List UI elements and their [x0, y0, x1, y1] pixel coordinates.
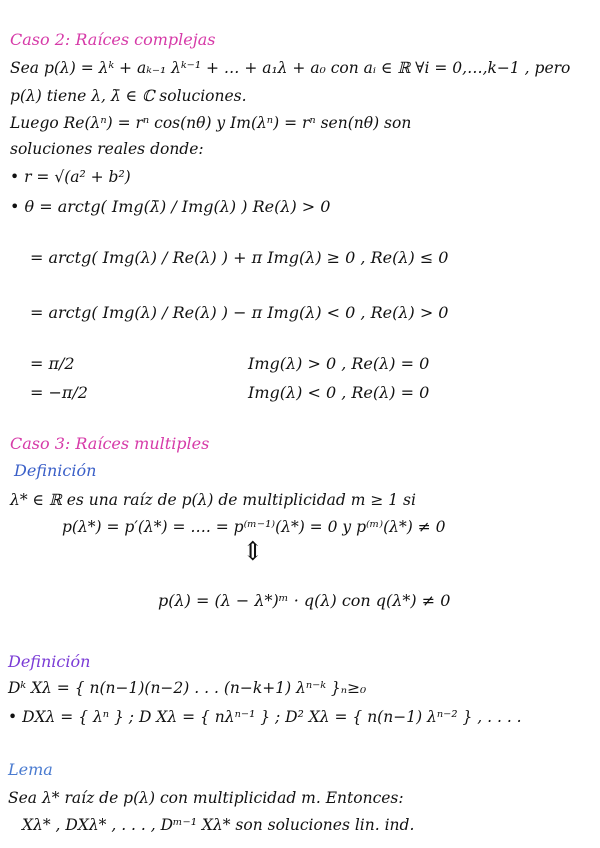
r-formula: • r = √(a² + b²) — [10, 168, 131, 186]
caso3-definition-label: Definición — [14, 461, 97, 480]
theta-cond-5: Img(λ) < 0 , Re(λ) = 0 — [248, 383, 430, 402]
theta-cond-4: Img(λ) > 0 , Re(λ) = 0 — [248, 354, 430, 373]
lema-line-2: Xλ* , DXλ* , . . . , Dᵐ⁻¹ Xλ* son soluciones lin. ind. — [22, 816, 415, 834]
definition2-label: Definición — [8, 652, 91, 671]
theta-case-4: = π/2 — [30, 354, 75, 373]
caso3-heading: Caso 3: Raíces multiples — [10, 434, 210, 453]
caso2-line-2: p(λ) tiene λ, λ̄ ∈ ℂ soluciones. — [10, 87, 247, 105]
lema-label: Lema — [8, 760, 53, 779]
theta-case-1: • θ = arctg( Img(λ̄) / Img(λ) ) Re(λ) > 0 — [10, 197, 331, 216]
caso3-def-line-1: λ* ∈ ℝ es una raíz de p(λ) de multiplicidad m ≥ 1 si — [10, 491, 416, 509]
caso3-def-line-3: p(λ) = (λ − λ*)ᵐ · q(λ) con q(λ*) ≠ 0 — [158, 591, 451, 610]
lema-line-1: Sea λ* raíz de p(λ) con multiplicidad m. Entonces: — [8, 789, 404, 807]
theta-case-2: = arctg( Img(λ) / Re(λ) ) + π Img(λ) ≥ 0 , Re(λ) ≤ 0 — [30, 248, 449, 267]
caso2-heading: Caso 2: Raíces complejas — [10, 30, 216, 49]
caso3-def-line-2: p(λ*) = p′(λ*) = …. = p⁽ᵐ⁻¹⁾(λ*) = 0 y p⁽ᵐ⁾(λ*) ≠ 0 — [62, 518, 446, 536]
caso2-line-3: Luego Re(λⁿ) = rⁿ cos(nθ) y Im(λⁿ) = rⁿ sen(nθ) son — [10, 114, 412, 132]
caso2-line-4: soluciones reales donde: — [10, 140, 204, 158]
equivalence-arrow-icon: ⇕ — [242, 537, 264, 567]
theta-case-3: = arctg( Img(λ) / Re(λ) ) − π Img(λ) < 0 , Re(λ) > 0 — [30, 303, 449, 322]
caso2-line-1: Sea p(λ) = λᵏ + aₖ₋₁ λᵏ⁻¹ + … + a₁λ + a₀ con aᵢ ∈ ℝ ∀i = 0,…,k−1 , pero — [10, 59, 571, 77]
definition2-line-1: Dᵏ Xλ = { n(n−1)(n−2) . . . (n−k+1) λⁿ⁻ᵏ }ₙ≥₀ — [8, 679, 367, 697]
definition2-line-2: • DXλ = { λⁿ } ; D Xλ = { nλⁿ⁻¹ } ; D² Xλ = { n(n−1) λⁿ⁻² } , . . . . — [8, 708, 522, 726]
theta-case-5: = −π/2 — [30, 383, 88, 402]
